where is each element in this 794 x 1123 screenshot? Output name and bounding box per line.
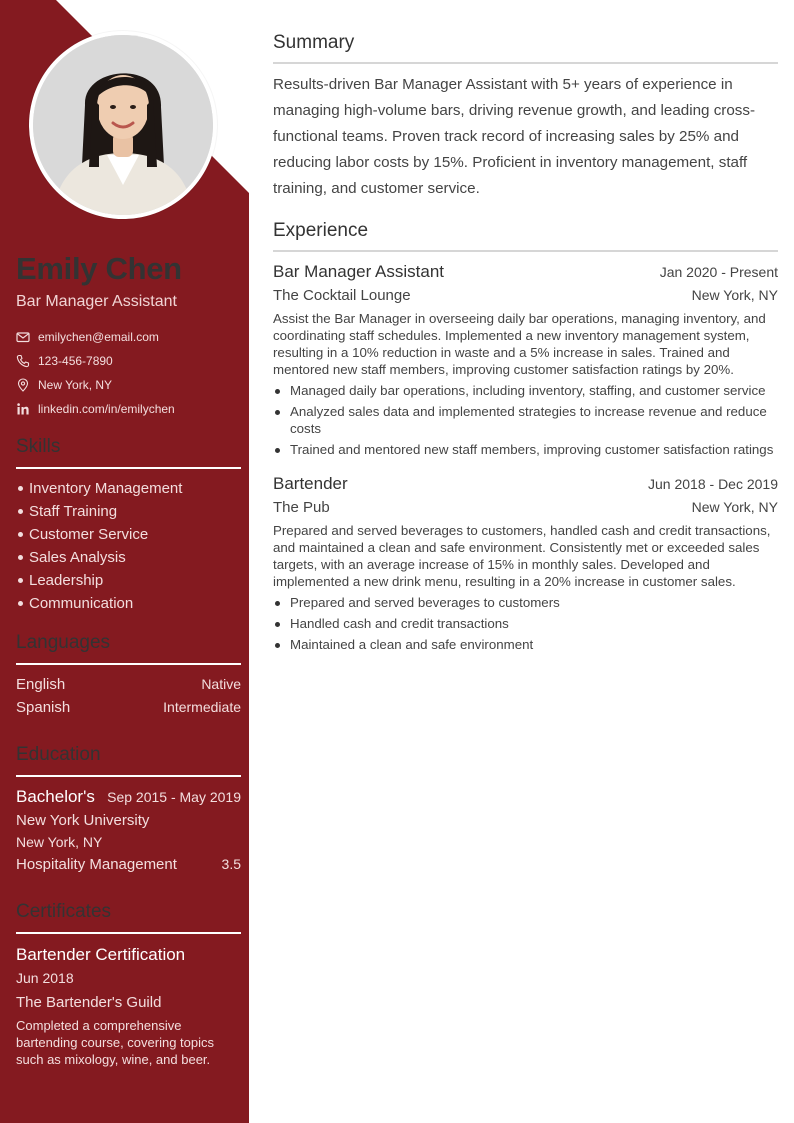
- languages-heading: Languages: [16, 631, 241, 665]
- education-entry: [16, 785, 241, 876]
- list-item: [16, 477, 241, 500]
- skill-label: Leadership: [29, 572, 104, 589]
- bullet-text: Managed daily bar operations, including inventory, staffing, and customer service: [290, 383, 766, 398]
- certificate-description: Completed a comprehensive bartending course, covering topics such as mixology, wine, and beer.: [16, 1018, 215, 1067]
- skill-label: Customer Service: [29, 526, 149, 543]
- list-item: [273, 636, 778, 653]
- job-title: Bartender: [273, 474, 348, 493]
- contact-email[interactable]: [16, 325, 241, 349]
- job-location: New York, NY: [691, 287, 778, 303]
- list-item: [16, 592, 241, 615]
- skill-label: Communication: [29, 595, 134, 612]
- certificates-heading: Certificates: [16, 900, 241, 934]
- list-item: [16, 500, 241, 523]
- education-location: New York, NY: [16, 834, 103, 850]
- job-company-row: [273, 284, 778, 308]
- list-item: [273, 403, 778, 437]
- contact-location: [16, 373, 241, 397]
- education-dates: Sep 2015 - May 2019: [107, 789, 241, 805]
- skill-label: Inventory Management: [29, 480, 183, 497]
- candidate-role: Bar Manager Assistant: [16, 293, 177, 310]
- bullet-text: Prepared and served beverages to customers: [290, 595, 560, 610]
- job-company: The Cocktail Lounge: [273, 287, 411, 304]
- certificate-title: Bartender Certification: [16, 945, 186, 964]
- certificate-issuer: The Bartender's Guild: [16, 994, 162, 1011]
- bullet-text: Handled cash and credit transactions: [290, 616, 509, 631]
- job-description: Prepared and served beverages to customers, handled cash and credit transactions, and maintained a clean and safe environment. Consistently met or exceeded sales targets, with an average increase of 15% in monthly sales. Developed and implemented a new drink menu, resulting in a 20% increase in customer sales.: [273, 523, 771, 589]
- job-dates: Jun 2018 - Dec 2019: [648, 476, 778, 492]
- bullet-text: Maintained a clean and safe environment: [290, 637, 534, 652]
- education-school: New York University: [16, 812, 150, 829]
- contact-phone[interactable]: [16, 349, 241, 373]
- skill-label: Sales Analysis: [29, 549, 126, 566]
- education-field-row: [16, 853, 241, 876]
- job-entry: [273, 472, 778, 653]
- language-level: Intermediate: [163, 699, 241, 715]
- profile-photo-frame: [29, 31, 217, 219]
- language-row: [16, 696, 241, 719]
- main-column: [273, 30, 778, 657]
- job-entry: [273, 260, 778, 458]
- list-item: [273, 594, 778, 611]
- certificate-date: Jun 2018: [16, 970, 74, 986]
- job-description: Assist the Bar Manager in overseeing daily bar operations, managing inventory, and coordinating staff schedules. Implemented a new inventory management system, resulting in a 10% reduction in waste and a 5% increase in sales. Trained and mentored new staff members, improving customer satisfaction ratings by 20%.: [273, 311, 766, 377]
- job-title: Bar Manager Assistant: [273, 262, 445, 281]
- bullet-text: Trained and mentored new staff members, improving customer satisfaction ratings: [290, 442, 774, 457]
- language-name: English: [16, 676, 66, 693]
- language-level: Native: [201, 676, 241, 692]
- job-company-row: [273, 496, 778, 520]
- contact-phone-text: 123-456-7890: [38, 354, 113, 368]
- list-item: [16, 523, 241, 546]
- mail-icon: [16, 330, 30, 344]
- list-item: [16, 569, 241, 592]
- language-name: Spanish: [16, 699, 71, 716]
- job-title-row: [273, 260, 778, 284]
- job-company: The Pub: [273, 499, 330, 516]
- job-bullets: [273, 594, 778, 653]
- skills-heading: Skills: [16, 435, 241, 469]
- language-row: [16, 673, 241, 696]
- location-pin-icon: [16, 378, 30, 392]
- job-title-row: [273, 472, 778, 496]
- education-degree: Bachelor's: [16, 787, 95, 806]
- job-dates: Jan 2020 - Present: [659, 264, 778, 280]
- contact-linkedin[interactable]: [16, 397, 241, 421]
- job-location: New York, NY: [691, 499, 778, 515]
- list-item: [273, 615, 778, 632]
- education-degree-row: [16, 785, 241, 809]
- linkedin-icon: [16, 402, 30, 416]
- contact-location-text: New York, NY: [38, 378, 113, 392]
- profile-photo: [33, 35, 213, 215]
- education-heading: Education: [16, 743, 241, 777]
- certificate-entry: [16, 942, 241, 1068]
- skill-label: Staff Training: [29, 503, 118, 520]
- summary-heading: Summary: [273, 30, 778, 64]
- candidate-name: Emily Chen: [16, 251, 182, 286]
- phone-icon: [16, 354, 30, 368]
- list-item: [273, 441, 778, 458]
- languages-list: [16, 673, 241, 719]
- contact-list: [16, 325, 241, 421]
- contact-email-text: emilychen@email.com: [38, 330, 159, 344]
- contact-linkedin-text: linkedin.com/in/emilychen: [38, 402, 175, 416]
- bullet-text: Analyzed sales data and implemented strategies to increase revenue and reduce costs: [290, 404, 767, 436]
- sidebar-content: [16, 248, 241, 1068]
- summary-text: Results-driven Bar Manager Assistant with 5+ years of experience in managing high-volume bars, driving revenue growth, and leading cross-functional teams. Proven track record of increasing sales by 25% and reducing labor costs by 15%. Proficient in inventory management, staff training, and customer service.: [273, 76, 756, 197]
- list-item: [273, 382, 778, 399]
- education-field: Hospitality Management: [16, 856, 177, 873]
- experience-heading: Experience: [273, 218, 778, 252]
- job-bullets: [273, 382, 778, 458]
- list-item: [16, 546, 241, 569]
- education-gpa: 3.5: [221, 856, 241, 872]
- skills-list: [16, 477, 241, 615]
